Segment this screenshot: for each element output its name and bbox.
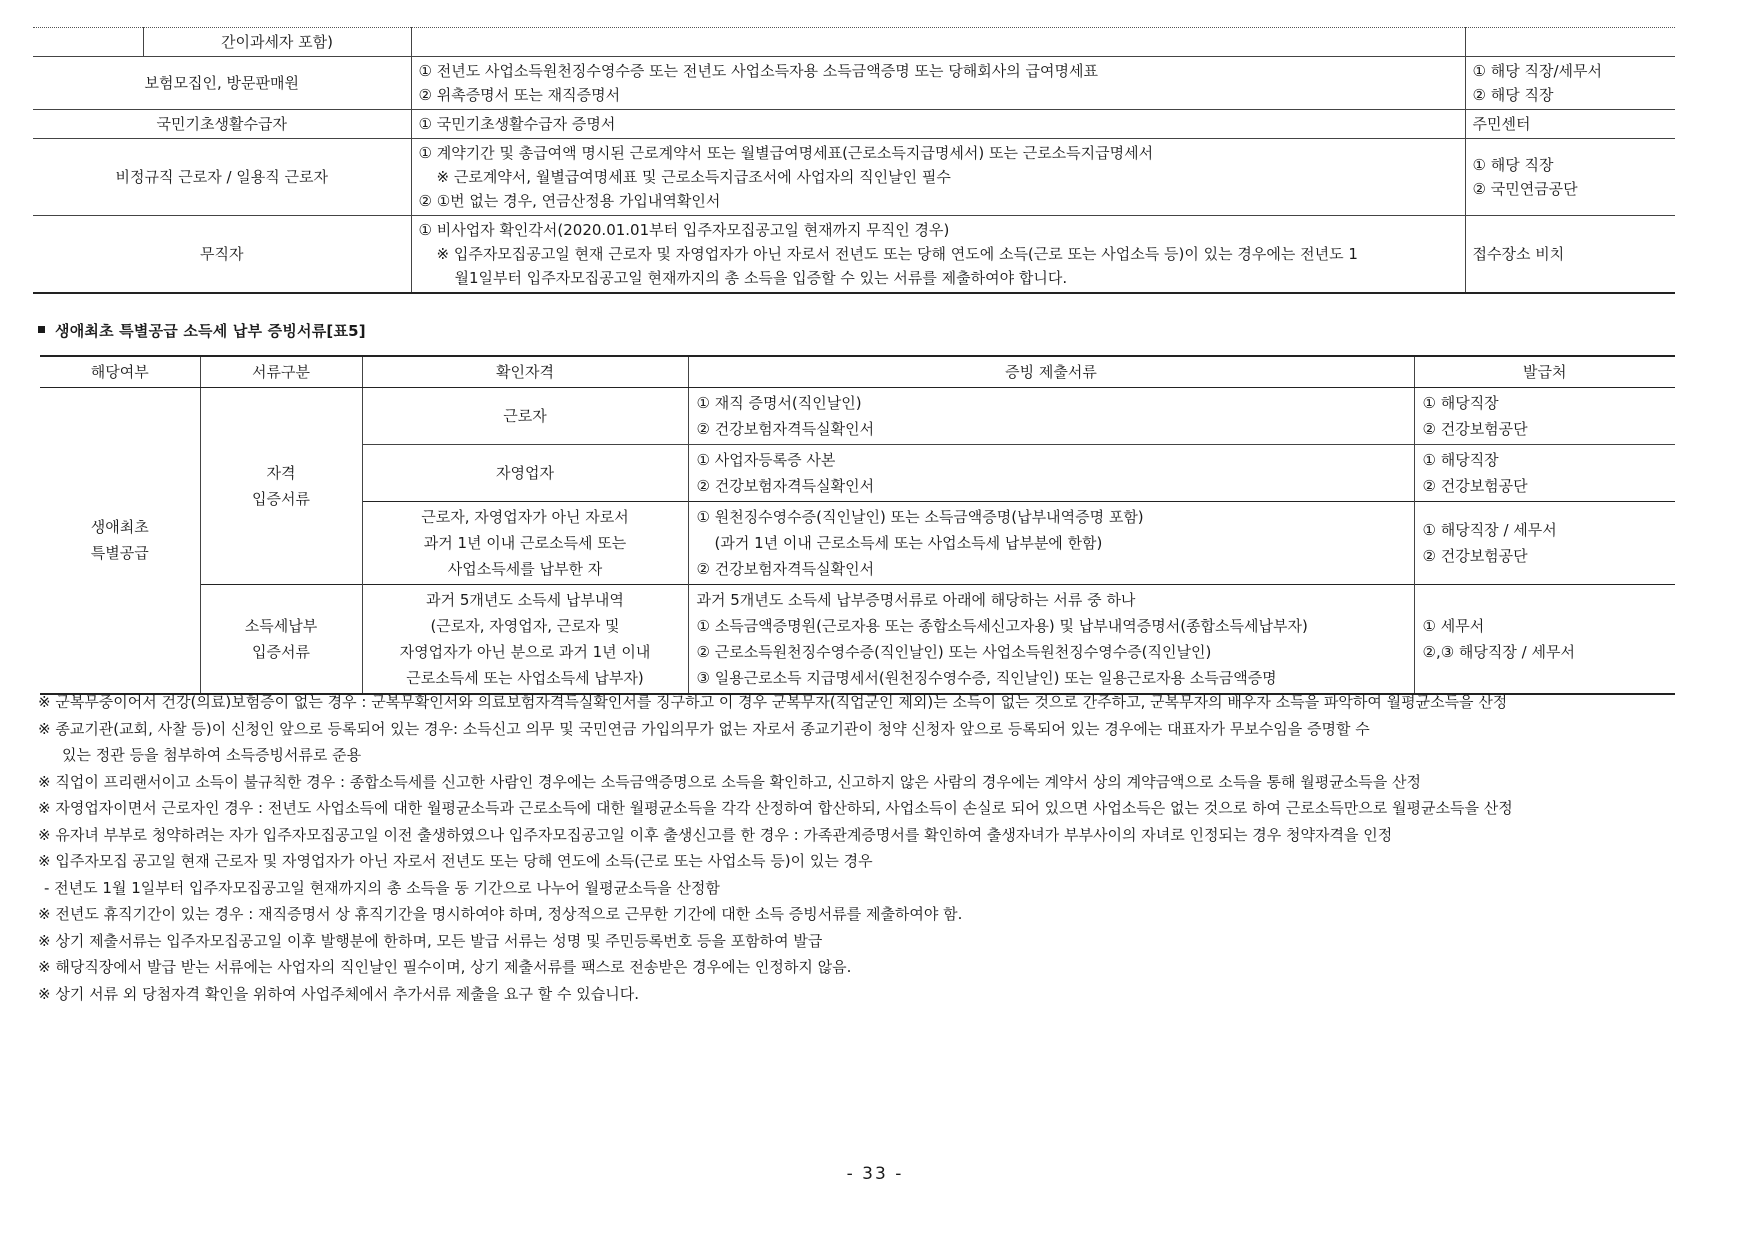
qualification-line: 근로소득세 또는 사업소득세 납부자): [406, 668, 644, 687]
issuer-cell: [1414, 584, 1675, 694]
notes-section: [38, 689, 1678, 1007]
document-line: ① 사업자등록증 사본: [696, 450, 836, 469]
issuer-cell: [1465, 110, 1675, 139]
issuer-cell: [1414, 444, 1675, 501]
column-header: 확인자격: [362, 356, 688, 387]
documents-cell: [688, 501, 1414, 584]
table-row: [33, 216, 1675, 294]
qualification-line: 사업소득세를 납부한 자: [447, 559, 603, 578]
documents-cell: [688, 584, 1414, 694]
note-line: ※ 해당직장에서 발급 받는 서류에는 사업자의 직인날인 필수이며, 상기 제출서류를 팩스로 전송받은 경우에는 인정하지 않음.: [38, 958, 852, 976]
note-line: ※ 전년도 휴직기간이 있는 경우 : 재직증명서 상 휴직기간을 명시하여야 하며, 정상적으로 근무한 기간에 대한 소득 증빙서류를 제출하여야 함.: [38, 905, 963, 923]
table-row: [33, 57, 1675, 110]
issuer-line: ② 건강보험공단: [1422, 546, 1528, 565]
issuer-cell: [1414, 501, 1675, 584]
issuer-line: ② 건강보험공단: [1422, 476, 1528, 495]
issuer-line: ① 해당직장: [1422, 393, 1499, 412]
issuer-line: ②,③ 해당직장 / 세무서: [1422, 642, 1575, 661]
qualification-line: 과거 1년 이내 근로소득세 또는: [423, 533, 627, 552]
applicable-line: 생애최초: [90, 518, 149, 536]
issuer-line: ② 건강보험공단: [1422, 419, 1528, 438]
table-row: [33, 28, 1675, 57]
qualification-line: (근로자, 자영업자, 근로자 및: [430, 616, 620, 635]
qualification-line: 근로자, 자영업자가 아닌 자로서: [421, 507, 629, 526]
issuer-line: ① 해당직장 / 세무서: [1422, 520, 1557, 539]
documents-cell: [411, 139, 1465, 216]
column-header: 발급처: [1414, 356, 1675, 387]
doc-category-line: 소득세납부: [244, 616, 318, 635]
column-header: 증빙 제출서류: [688, 356, 1414, 387]
document-line: ① 소득금액증명원(근로자용 또는 종합소득세신고자용) 및 납부내역증명서(종합소득세납부자): [696, 616, 1308, 635]
applicable-line: 특별공급: [90, 544, 149, 562]
document-line: (과거 1년 이내 근로소득세 또는 사업소득세 납부분에 한함): [714, 533, 1103, 552]
section-title-text: 생애최초 특별공급 소득세 납부 증빙서류[표5]: [55, 322, 366, 340]
table-cell: [33, 28, 143, 57]
section-title: [38, 320, 366, 341]
column-header: 서류구분: [200, 356, 362, 387]
issuer-line: ① 해당 직장/세무서: [1472, 62, 1602, 80]
income-proof-table-continued: [33, 27, 1675, 294]
issuer-line: ① 해당 직장: [1472, 156, 1554, 174]
documents-cell: [411, 57, 1465, 110]
document-note-line: 월1일부터 입주자모집공고일 현재까지의 총 소득을 입증할 수 있는 서류를 제출하여야 합니다.: [454, 269, 1068, 287]
issuer-line: ② 국민연금공단: [1472, 180, 1578, 198]
document-line: ① 재직 증명서(직인날인): [696, 393, 862, 412]
table-cell: [1465, 28, 1675, 57]
table-row: [40, 584, 1675, 694]
note-line: ※ 군복무중이어서 건강(의료)보험증이 없는 경우 : 군복무확인서와 의료보험자격득실확인서를 징구하고 이 경우 군복무자(직업군인 제외)는 소득이 없는 것으로 간주하고, 군복무자의 배우자 소득을 파악하여 월평균소득을 산정: [38, 693, 1508, 711]
table-cell: [411, 28, 1465, 57]
note-line: ※ 유자녀 부부로 청약하려는 자가 입주자모집공고일 이전 출생하였으나 입주자모집공고일 이후 출생신고를 한 경우 : 가족관계증명서를 확인하여 출생자녀가 부부사이의 자녀로 인정되는 경우 청약자격을 인정: [38, 825, 1393, 844]
table-header-row: [40, 356, 1675, 387]
qualification-cell: [362, 444, 688, 501]
qualification-cell: [362, 584, 688, 694]
document-line: ① 계약기간 및 총급여액 명시된 근로계약서 또는 월별급여명세표(근로소득지급명세서) 또는 근로소득지급명세서: [418, 144, 1154, 162]
issuer-cell: [1465, 139, 1675, 216]
qualification-line: 자영업자: [496, 463, 554, 482]
qualification-line: 근로자: [503, 406, 547, 425]
document-line: ① 국민기초생활수급자 증명서: [418, 115, 616, 133]
document-note-line: ※ 근로계약서, 월별급여명세표 및 근로소득지급조서에 사업자의 직인날인 필수: [436, 168, 951, 186]
table-cell: 간이과세자 포함): [143, 28, 411, 57]
note-line: ※ 자영업자이면서 근로자인 경우 : 전년도 사업소득에 대한 월평균소득과 근로소득에 대한 월평균소득을 각각 산정하여 합산하되, 사업소득이 손실로 되어 있으면 사업소득은 없는 것으로 하여 근로소득만으로 월평균소득을 산정: [38, 799, 1513, 817]
issuer-line: ① 해당직장: [1422, 450, 1499, 469]
note-line: ※ 입주자모집 공고일 현재 근로자 및 자영업자가 아닌 자로서 전년도 또는 당해 연도에 소득(근로 또는 사업소득 등)이 있는 경우: [38, 852, 873, 870]
table-row: [40, 387, 1675, 444]
documents-cell: [411, 110, 1465, 139]
note-line: ※ 상기 제출서류는 입주자모집공고일 이후 발행분에 한하며, 모든 발급 서류는 성명 및 주민등록번호 등을 포함하여 발급: [38, 931, 823, 950]
issuer-line: ① 세무서: [1422, 616, 1485, 635]
document-line: ② 근로소득원천징수영수증(직인날인) 또는 사업소득원천징수영수증(직인날인): [696, 642, 1212, 661]
qualification-cell: [362, 501, 688, 584]
issuer-line: 접수장소 비치: [1472, 245, 1565, 263]
square-bullet-icon: [38, 326, 45, 333]
document-line: ① 비사업자 확인각서(2020.01.01부터 입주자모집공고일 현재까지 무직인 경우): [418, 221, 950, 239]
qualification-line: 과거 5개년도 소득세 납부내역: [426, 590, 624, 609]
qualification-line: 자영업자가 아닌 분으로 과거 1년 이내: [399, 642, 651, 661]
doc-category-cell: [200, 387, 362, 584]
applicant-type-cell: 무직자: [33, 216, 411, 294]
table-row: [33, 139, 1675, 216]
documents-cell: [688, 387, 1414, 444]
column-header: 해당여부: [40, 356, 200, 387]
document-note-line: ※ 입주자모집공고일 현재 근로자 및 자영업자가 아닌 자로서 전년도 또는 당해 연도에 소득(근로 또는 사업소득 등)이 있는 경우에는 전년도 1: [436, 245, 1358, 263]
applicant-type-cell: 비정규직 근로자 / 일용직 근로자: [33, 139, 411, 216]
page-number: - 33 -: [846, 1164, 904, 1184]
note-line: - 전년도 1월 1일부터 입주자모집공고일 현재까지의 총 소득을 동 기간으로 나누어 월평균소득을 산정함: [44, 878, 720, 897]
issuer-line: 주민센터: [1472, 115, 1531, 133]
documents-cell: [411, 216, 1465, 294]
applicant-type-cell: 보험모집인, 방문판매원: [33, 57, 411, 110]
applicable-cell: [40, 387, 200, 694]
doc-category-line: 입증서류: [252, 489, 310, 508]
document-line: ① 전년도 사업소득원천징수영수증 또는 전년도 사업소득자용 소득금액증명 또는 당해회사의 급여명세표: [418, 62, 1098, 80]
issuer-cell: [1465, 57, 1675, 110]
note-line: ※ 종교기관(교회, 사찰 등)이 신청인 앞으로 등록되어 있는 경우: 소득신고 의무 및 국민연금 가입의무가 없는 자로서 종교기관이 청약 신청자 앞으로 등록되어 있는 경우에는 대표자가 무보수임을 증명할 수: [38, 719, 1370, 738]
issuer-cell: [1465, 216, 1675, 294]
document-line: ③ 일용근로소득 지급명세서(원천징수영수증, 직인날인) 또는 일용근로자용 소득금액증명: [696, 668, 1277, 687]
documents-cell: [688, 444, 1414, 501]
document-line: ② 건강보험자격득실확인서: [696, 419, 875, 438]
note-line: ※ 직업이 프리랜서이고 소득이 불규칙한 경우 : 종합소득세를 신고한 사람인 경우에는 소득금액증명으로 소득을 확인하고, 신고하지 않은 사람의 경우에는 계약서 상의 계약금액으로 소득을 통해 월평균소득을 산정: [38, 772, 1421, 791]
doc-category-line: 자격: [266, 463, 296, 482]
document-line: ② 위촉증명서 또는 재직증명서: [418, 86, 621, 104]
document-line: 과거 5개년도 소득세 납부증명서류로 아래에 해당하는 서류 중 하나: [696, 590, 1136, 609]
issuer-cell: [1414, 387, 1675, 444]
doc-category-cell: [200, 584, 362, 694]
table-row: [33, 110, 1675, 139]
document-line: ② 건강보험자격득실확인서: [696, 476, 875, 495]
issuer-line: ② 해당 직장: [1472, 86, 1554, 104]
document-line: ② 건강보험자격득실확인서: [696, 559, 875, 578]
note-line: 있는 정관 등을 첨부하여 소득증빙서류로 준용: [62, 746, 362, 764]
document-line: ② ①번 없는 경우, 연금산정용 가입내역확인서: [418, 192, 721, 210]
document-line: ① 원천징수영수증(직인날인) 또는 소득금액증명(납부내역증명 포함): [696, 507, 1144, 526]
doc-category-line: 입증서류: [252, 642, 310, 661]
qualification-cell: [362, 387, 688, 444]
note-line: ※ 상기 서류 외 당첨자격 확인을 위하여 사업주체에서 추가서류 제출을 요구 할 수 있습니다.: [38, 984, 639, 1003]
first-time-buyer-tax-proof-table: [40, 355, 1675, 695]
applicant-type-cell: 국민기초생활수급자: [33, 110, 411, 139]
